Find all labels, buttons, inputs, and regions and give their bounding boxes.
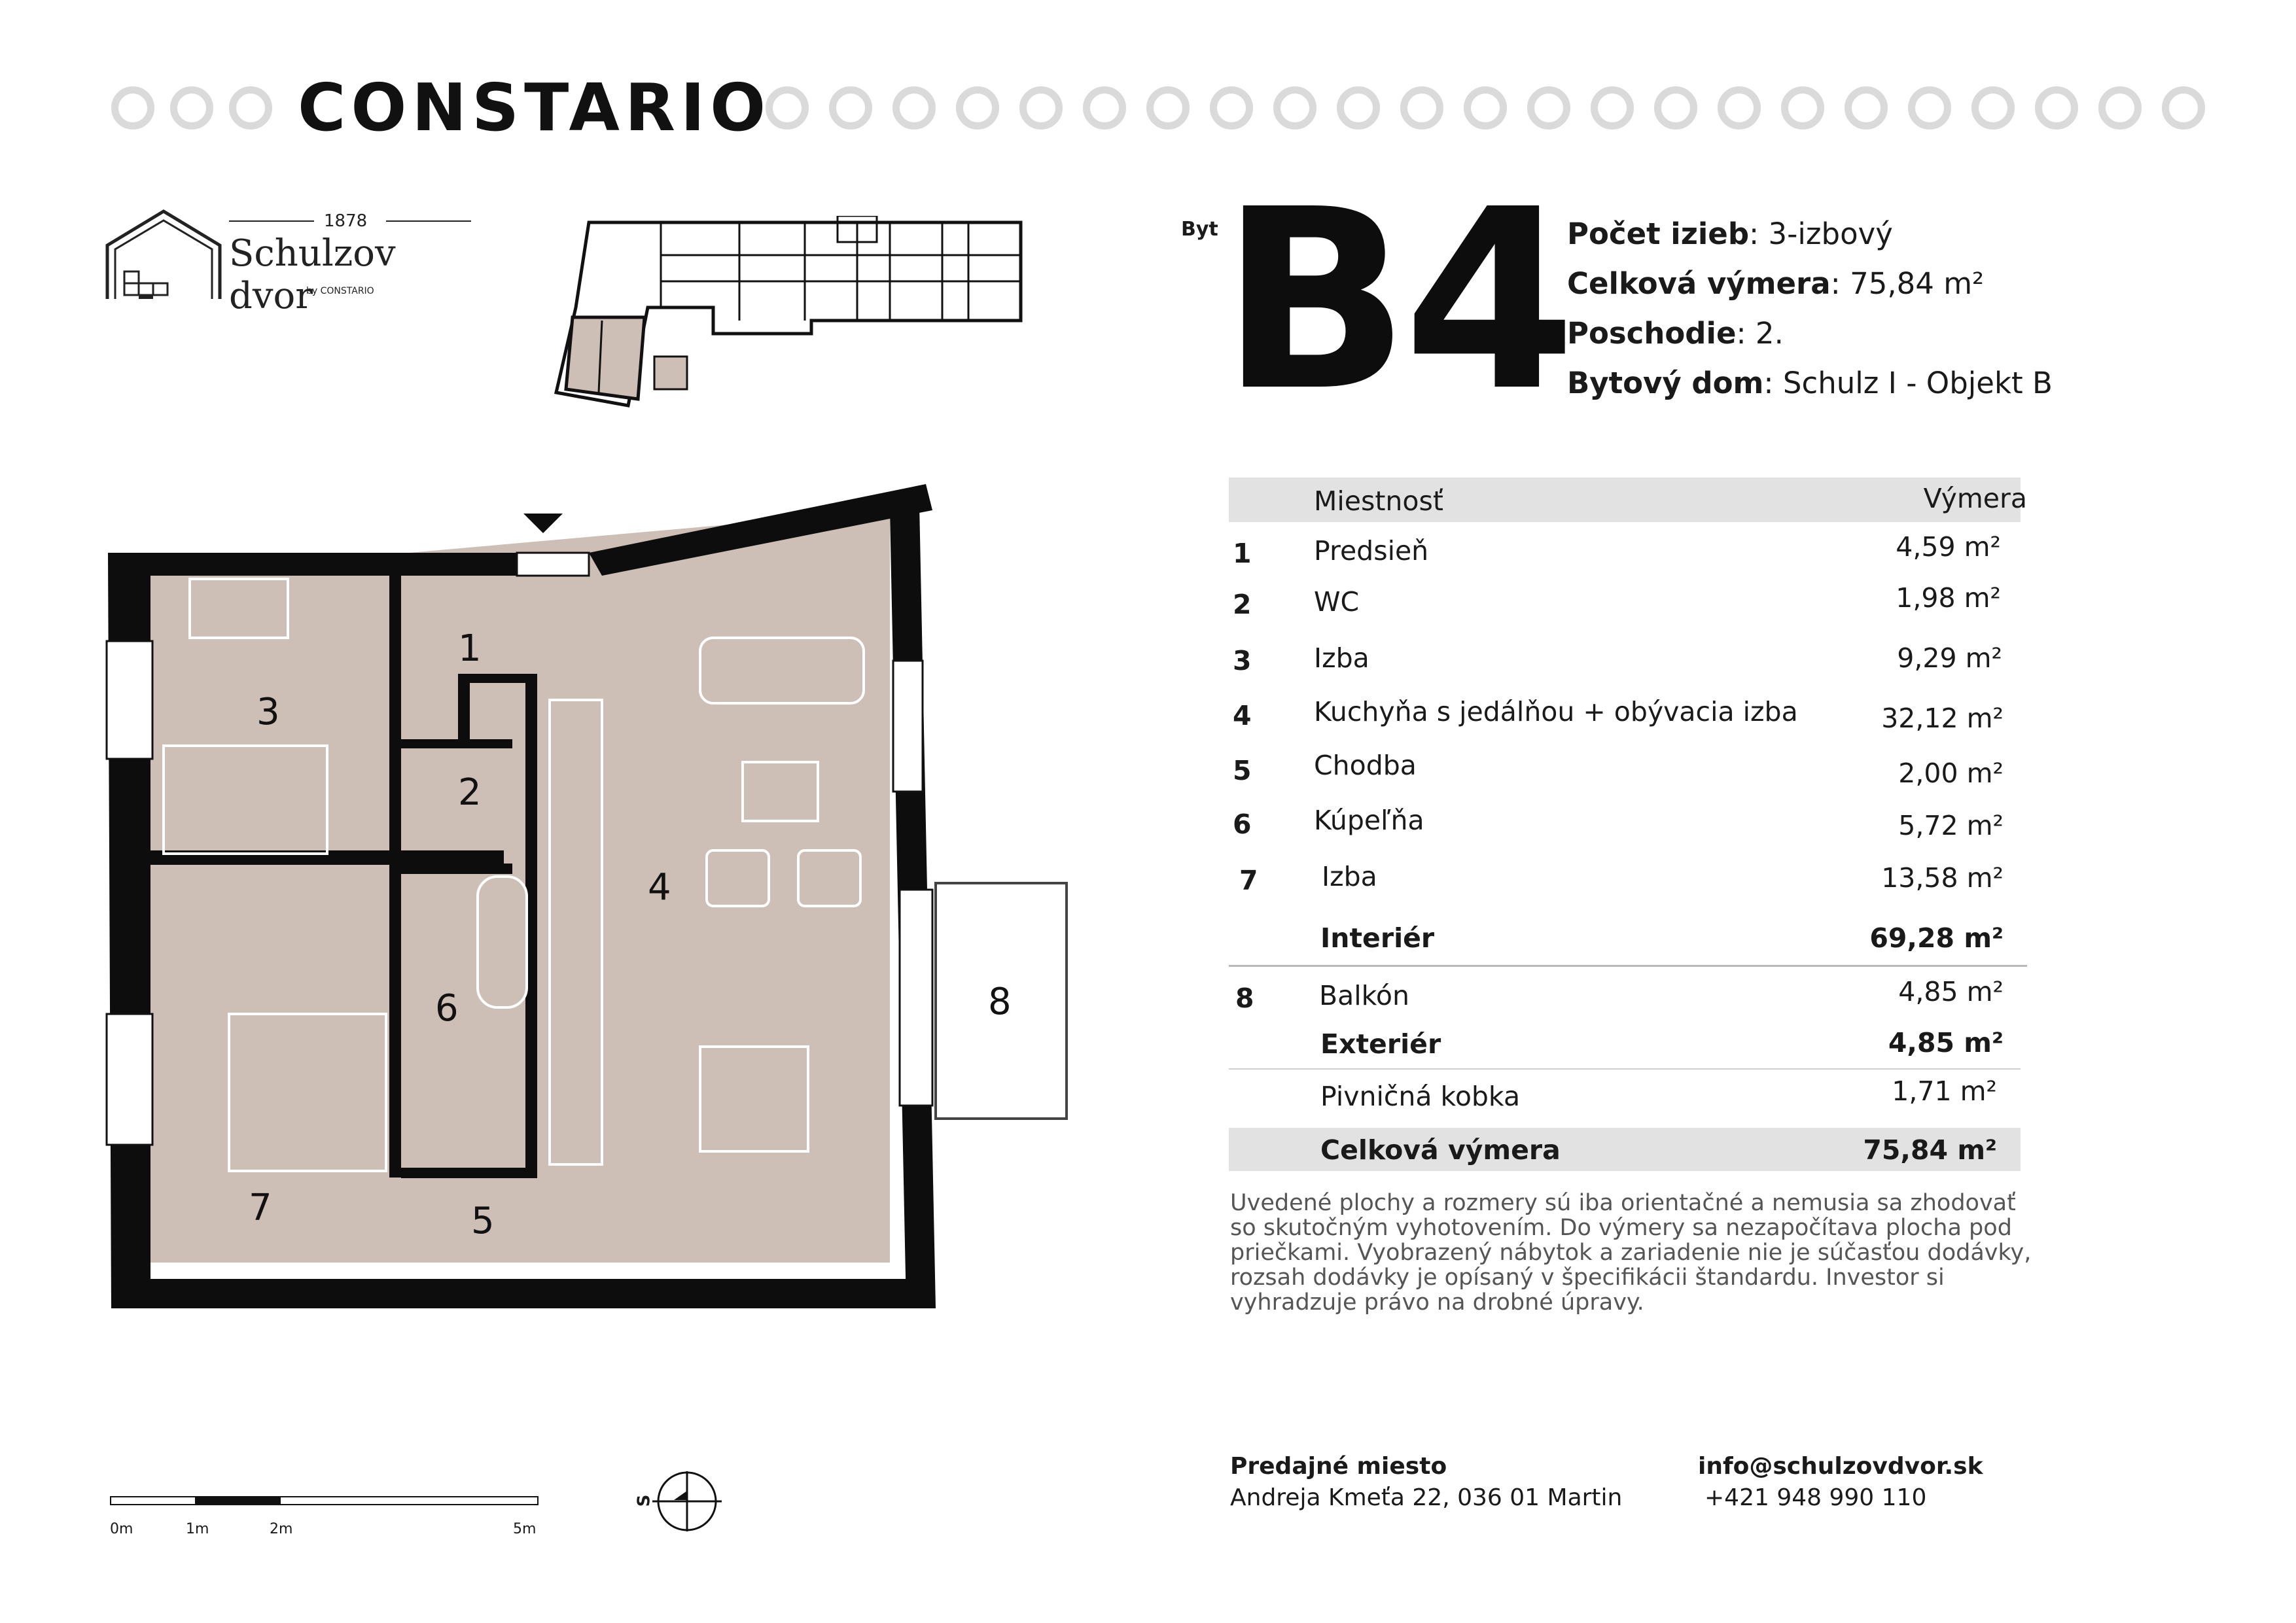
- row-num: 6: [1233, 809, 1252, 840]
- sales-title: Predajné miesto: [1230, 1453, 1447, 1480]
- brand-name: CONSTARIO: [298, 69, 771, 146]
- decor-circle: [1400, 86, 1443, 130]
- decor-circle: [170, 86, 213, 130]
- entrance-arrow-icon: [523, 514, 563, 533]
- row-name: Izba: [1322, 861, 1377, 892]
- unit-properties: [1567, 209, 2053, 408]
- scale-bar: [110, 1496, 545, 1535]
- prop-total-area: Celková výmera: 75,84 m²: [1567, 266, 1985, 301]
- contact-email[interactable]: info@schulzovdvor.sk: [1698, 1453, 1983, 1480]
- row-name: Predsieň: [1314, 535, 1429, 567]
- row-num: 2: [1233, 589, 1252, 620]
- room-label-1: 1: [458, 627, 482, 670]
- sales-address: Andreja Kmeťa 22, 036 01 Martin: [1230, 1484, 1623, 1511]
- compass-letter: S: [634, 1494, 654, 1507]
- interior-value: 69,28 m²: [1869, 922, 2004, 954]
- prop-building: Bytový dom: Schulz I - Objekt B: [1567, 366, 2053, 400]
- row-num: 1: [1233, 538, 1252, 569]
- row-area: 4,85 m²: [1898, 976, 2004, 1007]
- decor-circle: [1781, 86, 1824, 130]
- unit-code: B4: [1220, 156, 1570, 445]
- row-area: 5,72 m²: [1898, 810, 2004, 841]
- row-name: Izba: [1314, 642, 1369, 674]
- unit-label: Byt: [1181, 218, 1218, 241]
- row-area: 1,98 m²: [1896, 582, 2001, 614]
- disclaimer: Uvedené plochy a rozmery sú iba orientačné a nemusia sa zhodovať so skutočným vyhotovením. Do výmery sa nezapočítava plocha pod priečkami. Vyobrazený nábytok a zariadenie nie je súčasťou dodávky, rozsah dodávky je opísaný v špecifikácii štandardu. Investor si vyhradzuje právo na drobné úpravy.: [1230, 1190, 2032, 1316]
- total-value: 75,84 m²: [1863, 1134, 1997, 1166]
- decor-circle: [1654, 86, 1697, 130]
- room-label-8: 8: [988, 981, 1012, 1023]
- decor-circle: [1273, 86, 1316, 130]
- exterior-label: Exteriér: [1320, 1028, 1441, 1060]
- room-label-7: 7: [249, 1187, 272, 1229]
- header-room: Miestnosť: [1314, 485, 1443, 517]
- decor-circle: [2098, 86, 2142, 130]
- scale-label: 1m: [186, 1521, 209, 1537]
- decor-circle: [892, 86, 936, 130]
- row-num: 3: [1233, 645, 1252, 676]
- row-name: Pivničná kobka: [1320, 1081, 1521, 1112]
- row-area: 4,59 m²: [1896, 531, 2001, 563]
- decor-circle: [1971, 86, 2015, 130]
- row-name: Chodba: [1314, 750, 1417, 781]
- scale-label: 2m: [270, 1521, 293, 1537]
- room-label-5: 5: [471, 1200, 495, 1242]
- exterior-value: 4,85 m²: [1888, 1027, 2004, 1058]
- decor-circle: [829, 86, 872, 130]
- decor-circle: [1718, 86, 1761, 130]
- floor-plan: [105, 471, 1112, 1321]
- interior-label: Interiér: [1320, 922, 1435, 954]
- prop-rooms: Počet izieb: 3-izbový: [1567, 217, 1893, 251]
- row-name: Balkón: [1319, 980, 1409, 1011]
- prop-floor: Poschodie: 2.: [1567, 316, 1784, 351]
- building-key-plan: [550, 216, 1060, 412]
- contact: [1698, 1451, 1983, 1514]
- row-name: Kúpeľňa: [1314, 805, 1424, 836]
- divider: [1229, 1068, 2021, 1070]
- header-area: Výmera: [1923, 483, 2027, 514]
- decor-circle: [956, 86, 999, 130]
- row-area: 13,58 m²: [1881, 862, 2004, 894]
- row-area: 1,71 m²: [1892, 1075, 1997, 1107]
- row-area: 32,12 m²: [1881, 703, 2004, 734]
- decor-circle: [1591, 86, 1634, 130]
- scale-label: 0m: [110, 1521, 133, 1537]
- row-num: 4: [1233, 700, 1252, 731]
- decor-circle: [229, 86, 272, 130]
- divider: [1229, 965, 2027, 967]
- row-area: 9,29 m²: [1897, 642, 2002, 674]
- house-logo-icon: [105, 206, 222, 311]
- decor-circle: [766, 86, 809, 130]
- decor-circle: [1210, 86, 1253, 130]
- decor-circle: [2162, 86, 2205, 130]
- room-label-2: 2: [458, 771, 482, 814]
- brand-row: [111, 69, 2205, 150]
- decor-circle: [1019, 86, 1063, 130]
- room-label-4: 4: [648, 866, 671, 909]
- decor-circle: [1337, 86, 1380, 130]
- row-name: WC: [1314, 586, 1360, 618]
- decor-circle: [1083, 86, 1126, 130]
- row-name: Kuchyňa s jedálňou + obývacia izba: [1314, 696, 1798, 727]
- decor-circle: [1146, 86, 1190, 130]
- total-label: Celková výmera: [1320, 1134, 1561, 1166]
- project-logo: [105, 206, 478, 317]
- contact-phone[interactable]: +421 948 990 110: [1704, 1484, 1927, 1511]
- row-num: 7: [1239, 865, 1258, 896]
- row-num: 5: [1233, 755, 1252, 786]
- logo-by: by CONSTARIO: [306, 286, 374, 296]
- room-fill: [150, 510, 890, 1263]
- sales-office: [1230, 1451, 1622, 1514]
- decor-circle: [1845, 86, 1888, 130]
- decor-circle: [1908, 86, 1951, 130]
- logo-name: Schulzov dvor: [229, 232, 396, 317]
- decor-circle: [111, 86, 154, 130]
- scale-label: 5m: [513, 1521, 537, 1537]
- room-label-3: 3: [256, 691, 280, 733]
- logo-year: 1878: [324, 211, 368, 231]
- room-label-6: 6: [435, 987, 459, 1030]
- row-num: 8: [1235, 983, 1254, 1014]
- decor-circle: [1527, 86, 1570, 130]
- row-area: 2,00 m²: [1898, 758, 2004, 789]
- decor-circle: [1464, 86, 1507, 130]
- compass: [634, 1469, 723, 1541]
- decor-circle: [2035, 86, 2078, 130]
